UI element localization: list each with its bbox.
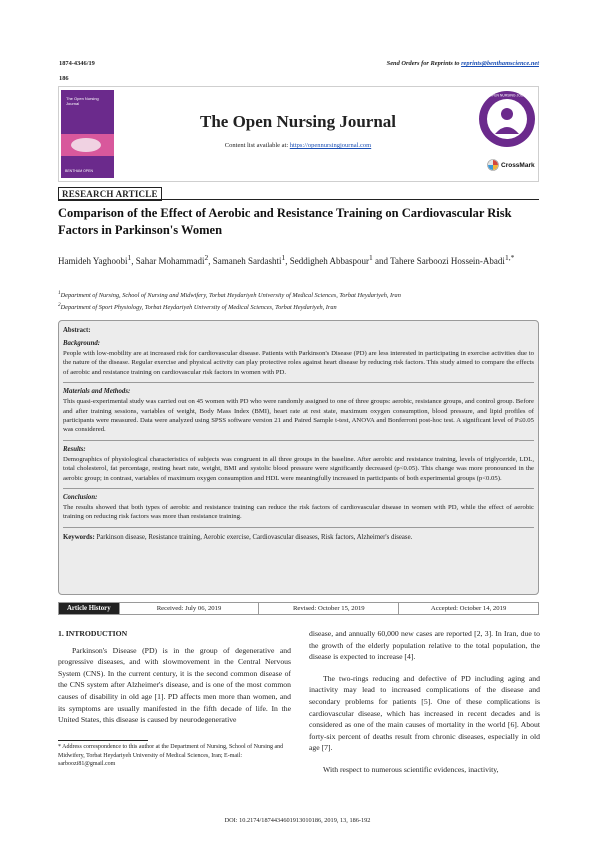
paragraph: disease, and annually 60,000 new cases are reported [2, 3]. In Iran, due to the growth of the elderly population relative to the total population, the disease is expected to increase [4]. <box>309 629 540 662</box>
paragraph: The two-rings reducing and defective of PD including aging and inactivity may lead to increased complications of the disease and secondary problems for patients [5]. One of these complications is cardiovascular disease, which has increased in recent decades and is considered as one of the main causes of mortality in the world [6]. About forty-six percent of deaths result from chronic diseases, especially in old age [7]. <box>309 673 540 753</box>
crossmark-icon <box>487 159 499 171</box>
cover-title: The Open Nursing Journal <box>66 96 99 106</box>
journal-cover-image <box>61 90 114 178</box>
abstract-section-conclusion <box>63 494 534 522</box>
author-list: Hamideh Yaghoobi$^1$, Sahar Mohammadi$^2$, Samaneh Sardashti$^1$, Seddigheh Abbaspour$^1$ and Tahere Sarboozi Hossein-Abadi$^{1,*}$ <box>58 253 515 266</box>
divider <box>63 440 534 441</box>
section-heading: Background: <box>63 340 101 347</box>
journal-banner <box>58 86 539 182</box>
content-list <box>120 142 476 149</box>
journal-title: The Open Nursing Journal <box>199 112 396 131</box>
abstract-section-methods <box>63 388 534 435</box>
affiliations <box>58 289 542 312</box>
author-name[interactable]: Tahere Sarboozi Hossein-Abadi <box>390 256 505 266</box>
author-name[interactable]: Seddigheh Abbaspour <box>289 256 369 266</box>
seal-text: THE OPEN NURSING JOURNAL <box>481 93 533 98</box>
abstract-label: Abstract: <box>63 327 91 334</box>
affiliation: $^2$Department of Sport Physiology, Torbat Heydariyeh University of Medical Sciences, Torbat Heydariyeh, Iran <box>58 301 337 311</box>
section-heading: Conclusion: <box>63 494 98 502</box>
reprints-notice <box>387 60 539 67</box>
body-column-left <box>58 628 291 726</box>
affiliation: $^1$Department of Nursing, School of Nursing and Midwifery, Torbat Heydariyeh University of Medical Sciences, Torbat Heydariyeh, Iran <box>58 290 401 300</box>
section-text: Demographics of physiological characteristics of subjects was congruent in all three groups in the baseline. After aerobic and resistance training, levels of triglyceride, LDL, total cholesterol, fat percentage, resting heart rate, weight, BMI and systolic blood pressure were significantly decreased (p<0.05). This change was more pronounced in the aerobic group; in contrast, variables of maximum oxygen consumption and HDL were meaningfully increased in participants of both experimental groups (p<0.05). <box>63 455 534 482</box>
cover-footer: BENTHAM OPEN <box>65 169 94 173</box>
section-heading: Materials and Methods: <box>63 388 131 396</box>
divider <box>63 488 534 489</box>
revised-date: Revised: October 15, 2019 <box>258 603 398 614</box>
page-number: 186 <box>59 75 69 82</box>
section-heading: 1. INTRODUCTION <box>58 629 128 638</box>
keywords <box>63 533 534 542</box>
journal-seal-logo <box>478 90 536 148</box>
doi-line[interactable]: DOI: 10.2174/1874434601913010186, 2019, 13, 186-192 <box>224 817 371 824</box>
issn: 1874-4346/19 <box>59 60 95 67</box>
accepted-date: Accepted: October 14, 2019 <box>398 603 538 614</box>
article-history-label: Article History <box>59 603 119 614</box>
article-history-bar <box>58 602 539 615</box>
article-title: Comparison of the Effect of Aerobic and Resistance Training on Cardiovascular Risk Factors in Parkinson's Women <box>58 206 512 237</box>
body-column-right <box>309 628 540 776</box>
content-list-prefix: Content list available at: <box>224 142 290 149</box>
divider <box>63 382 534 383</box>
author-name[interactable]: Samaneh Sardashti <box>212 256 282 266</box>
article-type-label: RESEARCH ARTICLE <box>58 187 162 201</box>
abstract-box <box>58 320 539 595</box>
section-text: This quasi-experimental study was carried out on 45 women with PD who were randomly assigned to one of three groups: aerobic, resistance groups, and control group. Before and after training sessions, variables of weight, Body Mass Index (BMI), heart rate at rest state, maximum oxygen consumption, blood pressure, and lipid profiles of participants were measured. Data were analyzed using SPSS software version 21 and Paired Sample t-test, ANOVA and Bonferroni post-hoc test. A significant level of P≤0.05 was considered. <box>63 398 534 434</box>
received-date: Received: July 06, 2019 <box>119 603 259 614</box>
keywords-label: Keywords: <box>63 533 95 541</box>
abstract-section-results <box>63 446 534 483</box>
section-text: The results showed that both types of aerobic and resistance training can reduce the risk factors of cardiovascular disease in women with PD, while the effect of aerobic training on reducing risk factors was more than resistance training. <box>63 504 534 521</box>
journal-url-link[interactable]: https://opennursingjournal.com <box>289 142 372 149</box>
abstract-section-background <box>63 340 534 377</box>
reprints-email-link[interactable]: reprints@benthamscience.net <box>461 60 539 67</box>
footnote-rule <box>58 740 148 741</box>
crossmark-label: CrossMark <box>501 161 535 169</box>
section-heading: Results: <box>63 445 86 453</box>
divider <box>63 527 534 528</box>
author-name[interactable]: Sahar Mohammadi <box>135 256 205 266</box>
crossmark-badge[interactable] <box>487 158 537 172</box>
divider <box>58 199 539 200</box>
correspondence-footnote: * Address correspondence to this author at the Department of Nursing, School of Nursing and Midwifery, Torbat Heydariyeh University of Medical Sciences, Iran; E-mail: sarboozi81@gmail.com <box>58 744 284 768</box>
paragraph: Parkinson's Disease (PD) is in the group of degenerative and progressive diseases, and with slowmovement in the Central Nervous System (CNS). In the current century, it is the second common disease of the CNS system after Alzheimer's disease, and is one of the most common causes of disability in old age [1]. PD affects men more than women, and its symptoms are usually manifested in the fifth decade of life. In the United States, this disease is caused by neurodegenerative <box>58 645 291 725</box>
paragraph: With respect to numerous scientific evidences, inactivity, <box>323 764 499 774</box>
keywords-text: Parkinson disease, Resistance training, Aerobic exercise, Cardiovascular diseases, Risk factors, Alzheimer's disease. <box>96 533 413 541</box>
section-text: People with low-mobility are at increased risk for cardiovascular disease. Patients with Parkinson's Disease (PD) are less interested in participating in exercise activities due to the nature of the disease. Regular exercise and physical activity can play protective roles against heart disease by reducing risk factors. This study aimed to compare the effects of aerobic and resistance training on cardiovascular risk factors in women with PD. <box>63 350 534 376</box>
author-name[interactable]: Hamideh Yaghoobi <box>58 256 128 266</box>
reprints-prefix: Send Orders for Reprints to <box>386 60 462 67</box>
